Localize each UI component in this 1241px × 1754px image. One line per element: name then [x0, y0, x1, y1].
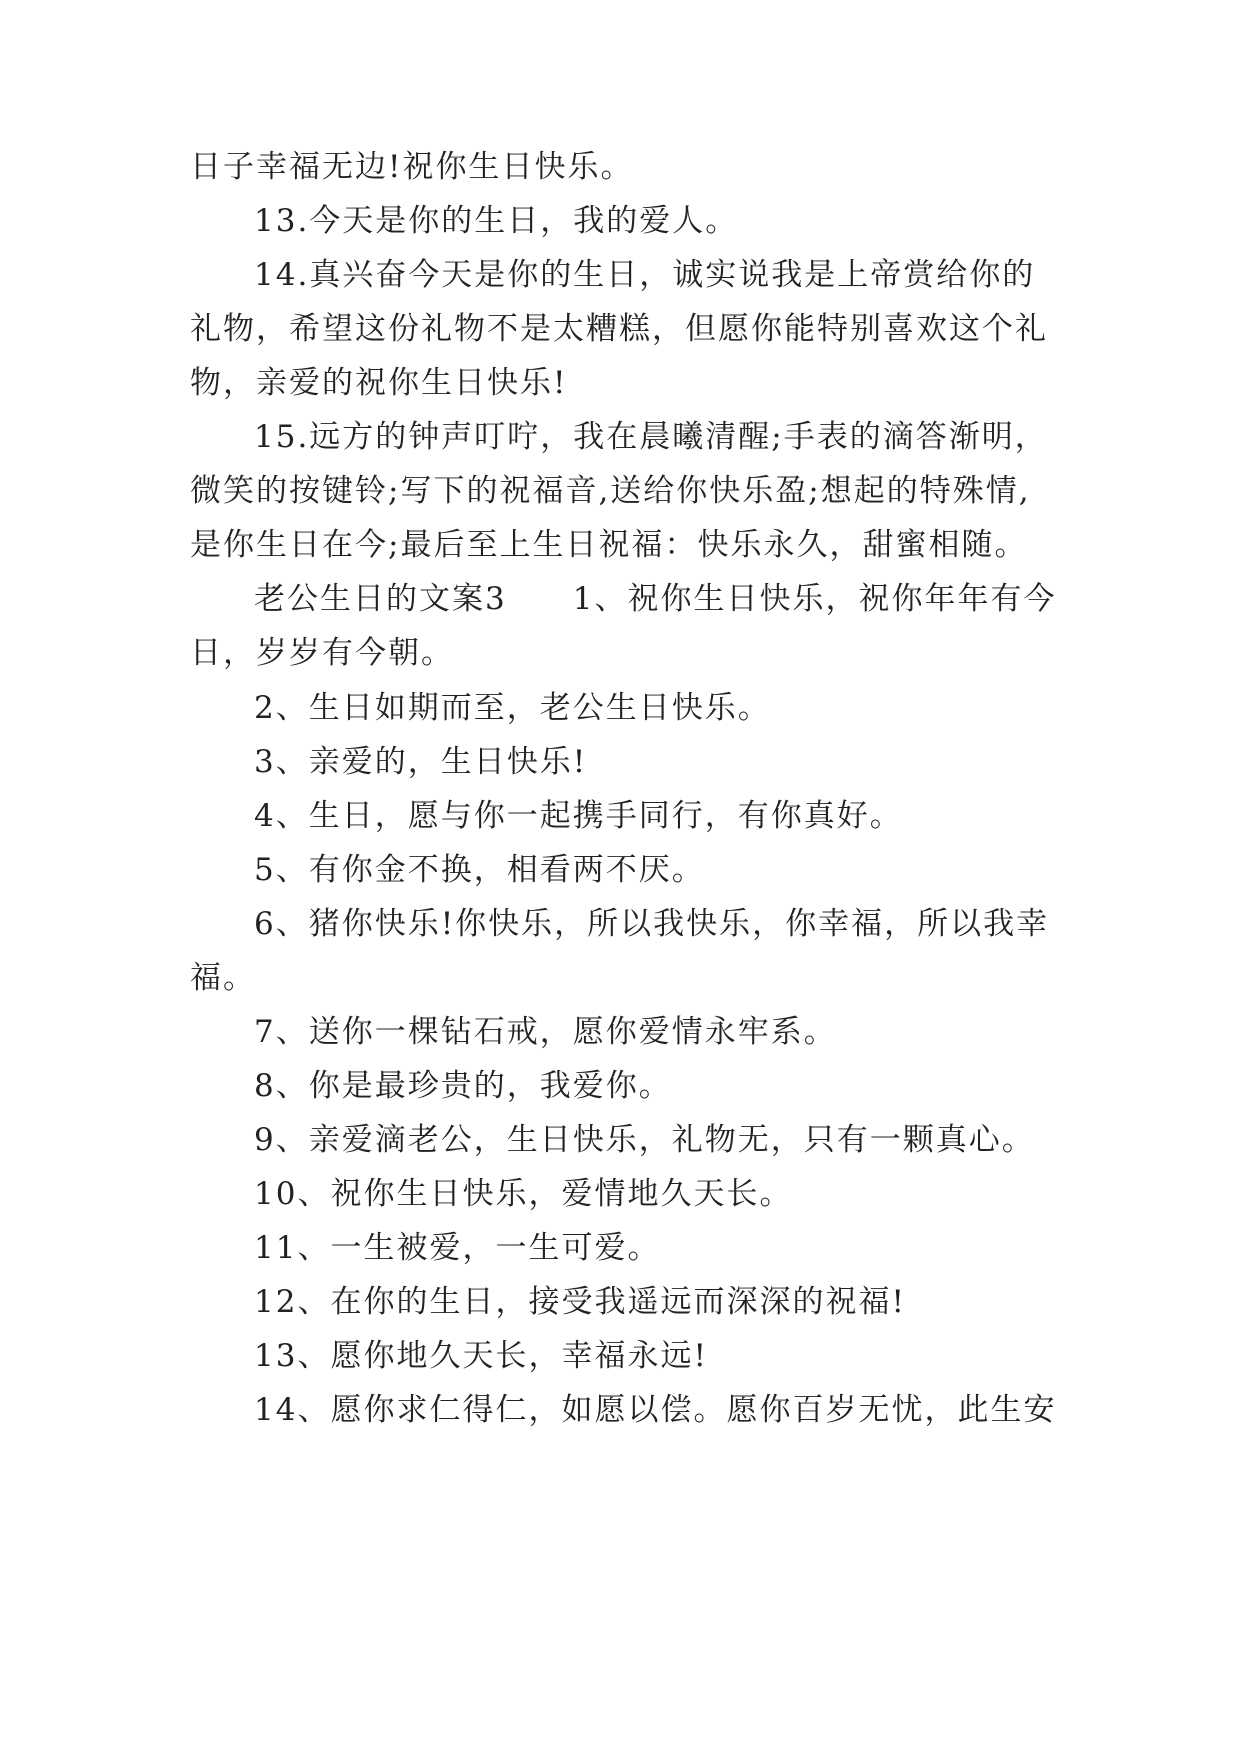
text-line: 13、愿你地久天长，幸福永远! [254, 1338, 708, 1374]
text-line: 14、愿你求仁得仁，如愿以偿。愿你百岁无忧，此生安 [254, 1392, 1057, 1428]
text-line: 礼物，希望这份礼物不是太糟糕，但愿你能特别喜欢这个礼 [190, 311, 1048, 347]
text-line: 14.真兴奋今天是你的生日，诚实说我是上帝赏给你的 [254, 257, 1036, 293]
text-line: 9、亲爱滴老公，生日快乐，礼物无，只有一颗真心。 [254, 1122, 1035, 1158]
text-line: 2、生日如期而至，老公生日快乐。 [254, 690, 771, 726]
text-line: 老公生日的文案3 1、祝你生日快乐，祝你年年有今 [254, 581, 1057, 617]
text-line: 微笑的按键铃;写下的祝福音,送给你快乐盈;想起的特殊情, [190, 473, 1031, 509]
text-line: 6、猪你快乐!你快乐，所以我快乐，你幸福，所以我幸 [254, 906, 1050, 942]
text-line: 13.今天是你的生日，我的爱人。 [254, 203, 739, 239]
text-line: 7、送你一棵钻石戒，愿你爱情永牢系。 [254, 1014, 837, 1050]
text-line: 日，岁岁有今朝。 [190, 635, 454, 671]
text-line: 是你生日在今;最后至上生日祝福：快乐永久，甜蜜相随。 [190, 527, 1028, 563]
text-line: 3、亲爱的，生日快乐! [254, 744, 588, 780]
text-line: 10、祝你生日快乐，爱情地久天长。 [254, 1176, 793, 1212]
text-line: 11、一生被爱，一生可爱。 [254, 1230, 661, 1266]
text-line: 12、在你的生日，接受我遥远而深深的祝福! [254, 1284, 906, 1320]
text-line: 物，亲爱的祝你生日快乐! [190, 365, 568, 401]
text-line: 5、有你金不换，相看两不厌。 [254, 852, 705, 888]
text-line: 15.远方的钟声叮咛，我在晨曦清醒;手表的滴答渐明， [254, 419, 1048, 455]
text-line: 4、生日，愿与你一起携手同行，有你真好。 [254, 798, 903, 834]
text-line: 8、你是最珍贵的，我爱你。 [254, 1068, 672, 1104]
text-line: 福。 [190, 960, 256, 996]
text-line: 日子幸福无边!祝你生日快乐。 [190, 149, 634, 185]
